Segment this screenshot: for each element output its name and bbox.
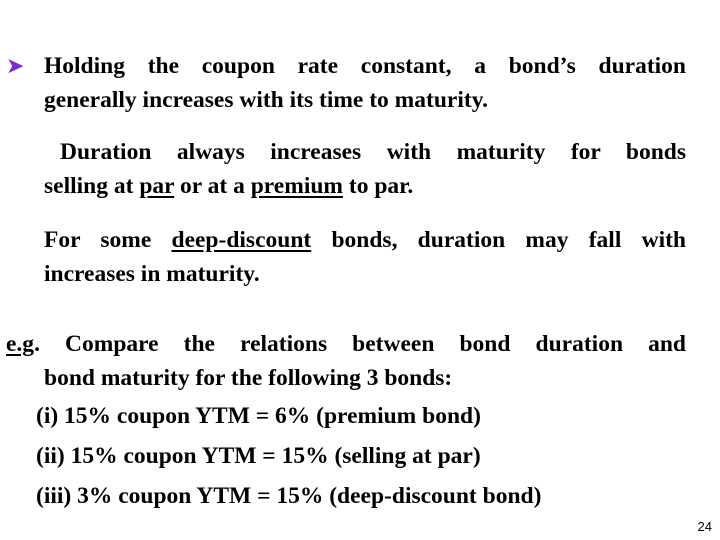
para4-text: . Compare the relations between bond duration and	[34, 331, 686, 357]
para3-text-b: bonds, duration may fall with	[311, 227, 687, 253]
para4-line1	[6, 330, 686, 358]
arrow-right-icon: ➤	[6, 54, 25, 79]
para2-text-c: to par.	[343, 173, 414, 199]
para3-text-a: For some	[44, 227, 172, 253]
bond-item-1: (i) 15% coupon YTM = 6% (premium bond)	[36, 403, 481, 429]
term-deep-discount: deep-discount	[171, 227, 312, 253]
para1-line1: Holding the coupon rate constant, a bond’s duration	[44, 53, 686, 79]
bond-item-3: (iii) 3% coupon YTM = 15% (deep-discount bond)	[36, 483, 542, 509]
para2-text-b: or at a	[174, 173, 251, 199]
term-par: par	[139, 173, 175, 199]
eg-abbrev: e.g	[6, 331, 35, 357]
bond-item-2: (ii) 15% coupon YTM = 15% (selling at par)	[36, 443, 481, 469]
para4-line2: bond maturity for the following 3 bonds:	[44, 365, 453, 391]
para3-line1	[44, 226, 686, 254]
page-number: 24	[697, 519, 712, 534]
para2-line1: Duration always increases with maturity for bonds	[60, 139, 686, 165]
term-premium: premium	[250, 173, 343, 199]
para1-line2: generally increases with its time to maturity.	[44, 87, 489, 113]
para3-line2: increases in maturity.	[44, 261, 260, 287]
para2-text-a: selling at	[44, 173, 140, 199]
para2-line2	[44, 172, 413, 200]
